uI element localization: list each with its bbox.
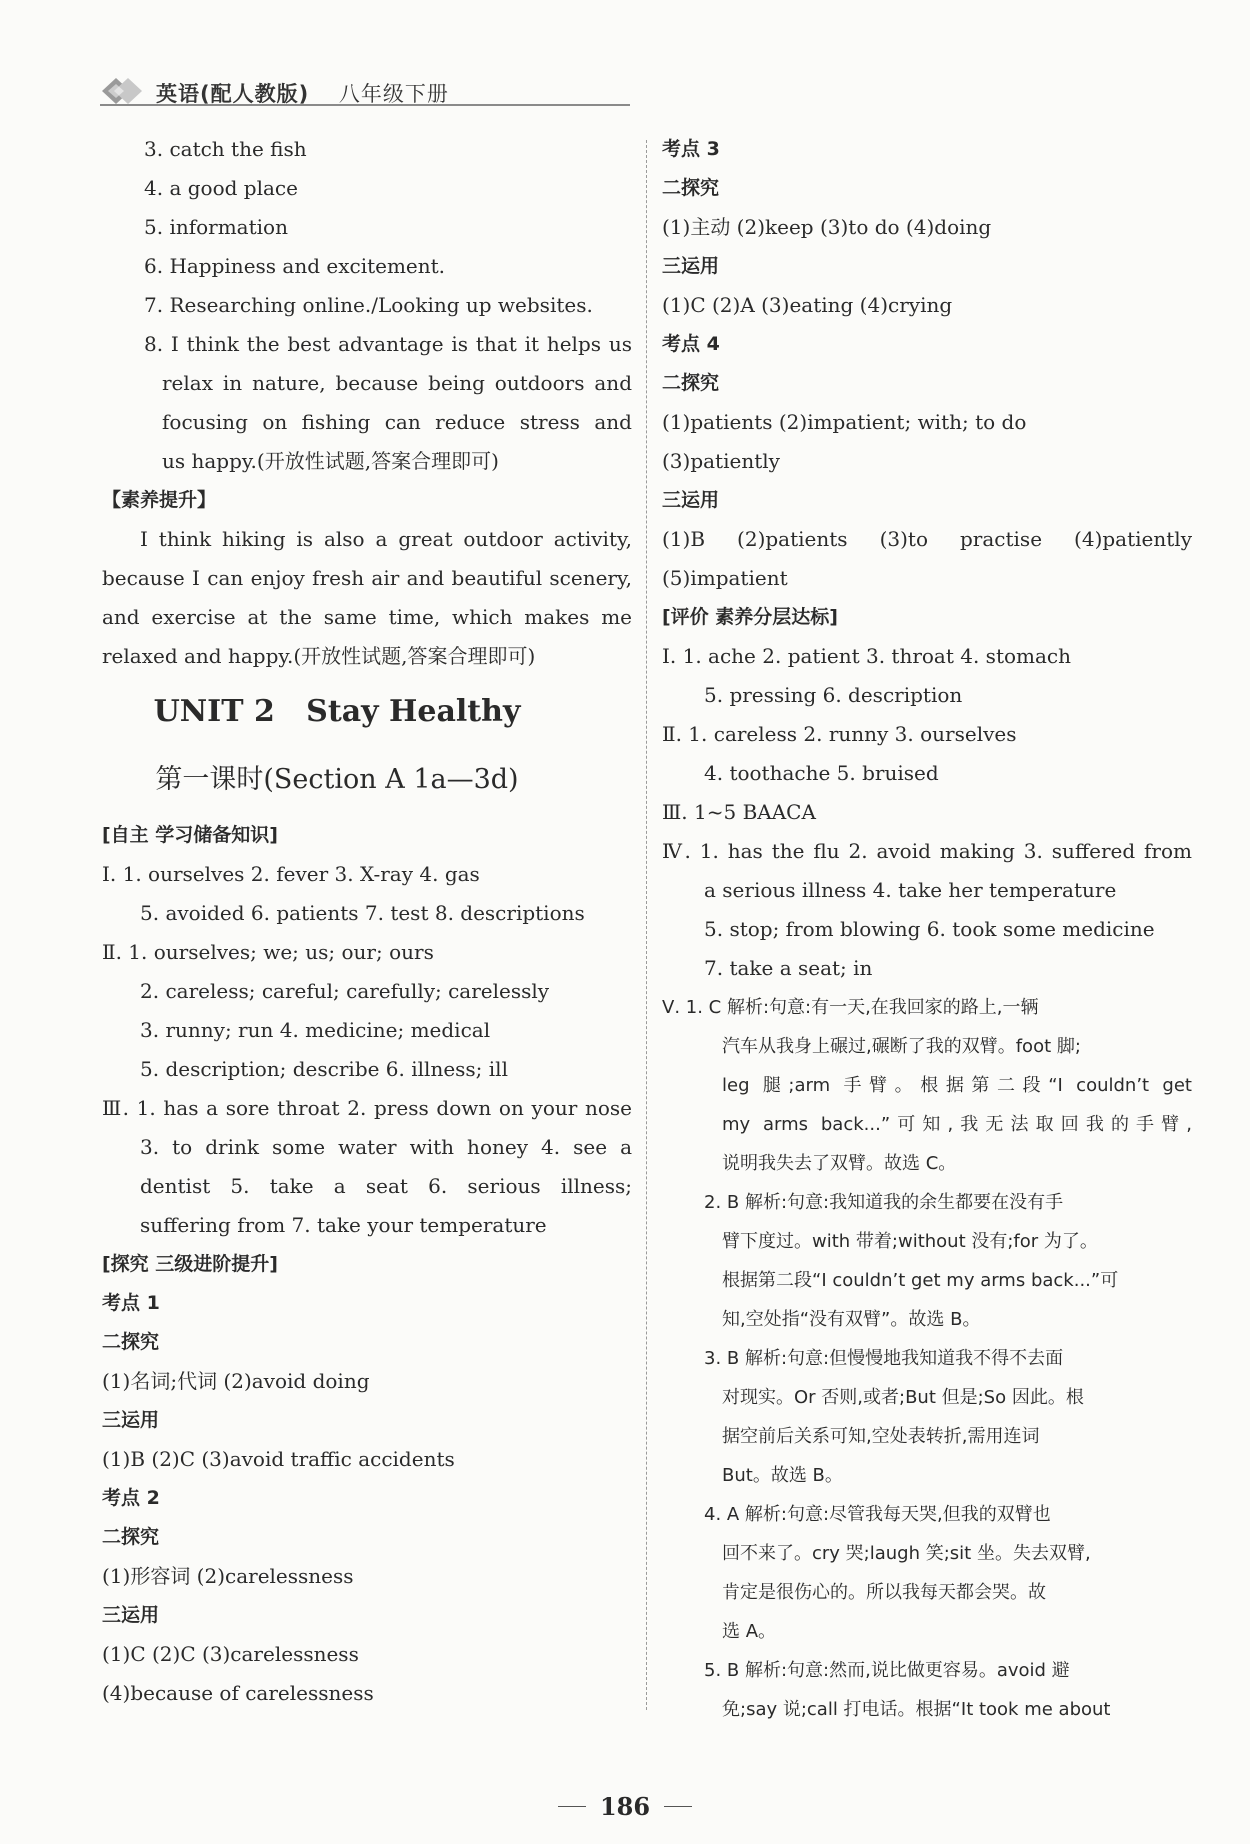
diamond-logo-icon xyxy=(100,76,144,106)
answer-line: Ⅳ. 1. has the flu 2. avoid making 3. suffered from xyxy=(662,839,1192,863)
answer-line: 5. pressing 6. description xyxy=(704,683,963,707)
page-footer xyxy=(0,1792,1250,1821)
analysis-line: leg 腿;arm 手臂。根据第二段“I couldn’t get xyxy=(722,1075,1192,1096)
answer-line: Ⅱ. 1. ourselves; we; us; our; ours xyxy=(102,940,434,964)
kaodian-title: 考点 1 xyxy=(102,1292,160,1314)
answer-line: Ⅲ. 1. has a sore throat 2. press down on your nose xyxy=(102,1096,632,1120)
answer-line: (1)名词;代词 (2)avoid doing xyxy=(102,1369,370,1393)
header-rule xyxy=(100,104,630,106)
analysis-line: 5. B 解析:句意:然而,说比做更容易。avoid 避 xyxy=(704,1660,1070,1681)
explore-heading: [探究 三级进阶提升] xyxy=(102,1253,278,1275)
sub-heading: 二探究 xyxy=(102,1331,160,1353)
answer-line: us happy.(开放性试题,答案合理即可) xyxy=(162,449,499,473)
analysis-line: 据空前后关系可知,空处表转折,需用连词 xyxy=(722,1426,1040,1447)
answer-line: relax in nature, because being outdoors and xyxy=(162,371,632,395)
right-column xyxy=(662,130,1192,1729)
answer-line: 6. Happiness and excitement. xyxy=(144,254,446,278)
answer-line: (5)impatient xyxy=(662,566,788,590)
quality-line: I think hiking is also a great outdoor activity, xyxy=(140,527,632,551)
answer-line: 4. a good place xyxy=(144,176,298,200)
answer-line: suffering from 7. take your temperature xyxy=(140,1213,547,1237)
analysis-line: 4. A 解析:句意:尽管我每天哭,但我的双臂也 xyxy=(704,1504,1051,1525)
answer-line: 5. avoided 6. patients 7. test 8. descriptions xyxy=(140,901,585,925)
page-number: 186 xyxy=(599,1792,651,1821)
quality-line: because I can enjoy fresh air and beautiful scenery, xyxy=(102,566,632,590)
answer-line: 5. description; describe 6. illness; ill xyxy=(140,1057,508,1081)
sub-heading: 二探究 xyxy=(102,1526,160,1548)
answer-line: 8. I think the best advantage is that it helps us xyxy=(144,332,632,356)
self-study-heading: [自主 学习储备知识] xyxy=(102,824,278,846)
answer-line: (1)主动 (2)keep (3)to do (4)doing xyxy=(662,215,992,239)
page-number-dash xyxy=(558,1806,586,1807)
answer-line: 3. catch the fish xyxy=(144,137,307,161)
answer-line: (1)形容词 (2)carelessness xyxy=(102,1564,354,1588)
sub-heading: 三运用 xyxy=(102,1409,160,1431)
answer-line: a serious illness 4. take her temperature xyxy=(704,878,1117,902)
answer-line: 3. to drink some water with honey 4. see a xyxy=(140,1135,632,1159)
analysis-line: 知,空处指“没有双臂”。故选 B。 xyxy=(722,1309,981,1330)
answer-line: focusing on fishing can reduce stress and xyxy=(162,410,632,434)
analysis-line: 说明我失去了双臂。故选 C。 xyxy=(722,1153,957,1174)
answer-line: (1)C (2)A (3)eating (4)crying xyxy=(662,293,953,317)
answer-line: 3. runny; run 4. medicine; medical xyxy=(140,1018,491,1042)
analysis-line: 回不来了。cry 哭;laugh 笑;sit 坐。失去双臂, xyxy=(722,1543,1091,1564)
page-number-dash xyxy=(664,1806,692,1807)
column-divider xyxy=(646,140,647,1710)
analysis-line: 免;say 说;call 打电话。根据“It took me about xyxy=(722,1699,1111,1720)
answer-line: 7. take a seat; in xyxy=(704,956,873,980)
analysis-line: my arms back...”可知,我无法取回我的手臂, xyxy=(722,1114,1192,1135)
answer-line: 5. stop; from blowing 6. took some medicine xyxy=(704,917,1155,941)
quality-line: and exercise at the same time, which makes me xyxy=(102,605,632,629)
eval-heading: [评价 素养分层达标] xyxy=(662,606,838,628)
analysis-line: 2. B 解析:句意:我知道我的余生都要在没有手 xyxy=(704,1192,1064,1213)
quality-line: relaxed and happy.(开放性试题,答案合理即可) xyxy=(102,644,536,668)
kaodian-title: 考点 3 xyxy=(662,138,720,160)
answer-line: 5. information xyxy=(144,215,288,239)
answer-line: (1)C (2)C (3)carelessness xyxy=(102,1642,359,1666)
sub-heading: 三运用 xyxy=(662,489,720,511)
left-column xyxy=(102,130,632,1713)
answer-line: Ⅰ. 1. ache 2. patient 3. throat 4. stomach xyxy=(662,644,1071,668)
analysis-line: 肯定是很伤心的。所以我每天都会哭。故 xyxy=(722,1582,1046,1603)
answer-line: (1)patients (2)impatient; with; to do xyxy=(662,410,1027,434)
sub-heading: 三运用 xyxy=(102,1604,160,1626)
header-grade: 八年级下册 xyxy=(338,82,449,106)
answer-line: dentist 5. take a seat 6. serious illness; xyxy=(140,1174,632,1198)
answer-line: 4. toothache 5. bruised xyxy=(704,761,939,785)
unit-title: UNIT 2 Stay Healthy xyxy=(153,694,521,729)
answer-line: (3)patiently xyxy=(662,449,780,473)
answer-line: Ⅲ. 1~5 BAACA xyxy=(662,800,816,824)
header-subject: 英语(配人教版) xyxy=(156,82,310,106)
analysis-line: Ⅴ. 1. C 解析:句意:有一天,在我回家的路上,一辆 xyxy=(662,997,1039,1018)
answer-line: Ⅱ. 1. careless 2. runny 3. ourselves xyxy=(662,722,1017,746)
sub-heading: 三运用 xyxy=(662,255,720,277)
quality-heading: 【素养提升】 xyxy=(102,489,217,511)
analysis-line: 根据第二段“I couldn’t get my arms back...”可 xyxy=(722,1270,1119,1291)
kaodian-title: 考点 4 xyxy=(662,333,720,355)
analysis-line: 选 A。 xyxy=(722,1621,777,1642)
analysis-line: 3. B 解析:句意:但慢慢地我知道我不得不去面 xyxy=(704,1348,1064,1369)
answer-line: 2. careless; careful; carefully; carelessly xyxy=(140,979,550,1003)
kaodian-title: 考点 2 xyxy=(102,1487,160,1509)
analysis-line: 汽车从我身上碾过,碾断了我的双臂。foot 脚; xyxy=(722,1036,1081,1057)
sub-heading: 二探究 xyxy=(662,372,720,394)
lesson-title: 第一课时(Section A 1a—3d) xyxy=(155,764,519,795)
answer-line: (1)B (2)C (3)avoid traffic accidents xyxy=(102,1447,455,1471)
analysis-line: But。故选 B。 xyxy=(722,1465,843,1486)
sub-heading: 二探究 xyxy=(662,177,720,199)
answer-line: (1)B (2)patients (3)to practise (4)patiently xyxy=(662,527,1192,551)
answer-line: 7. Researching online./Looking up websites. xyxy=(144,293,593,317)
analysis-line: 对现实。Or 否则,或者;But 但是;So 因此。根 xyxy=(722,1387,1084,1408)
answer-line: (4)because of carelessness xyxy=(102,1681,374,1705)
answer-line: Ⅰ. 1. ourselves 2. fever 3. X-ray 4. gas xyxy=(102,862,480,886)
page-header xyxy=(100,72,660,112)
analysis-line: 臂下度过。with 带着;without 没有;for 为了。 xyxy=(722,1231,1098,1252)
